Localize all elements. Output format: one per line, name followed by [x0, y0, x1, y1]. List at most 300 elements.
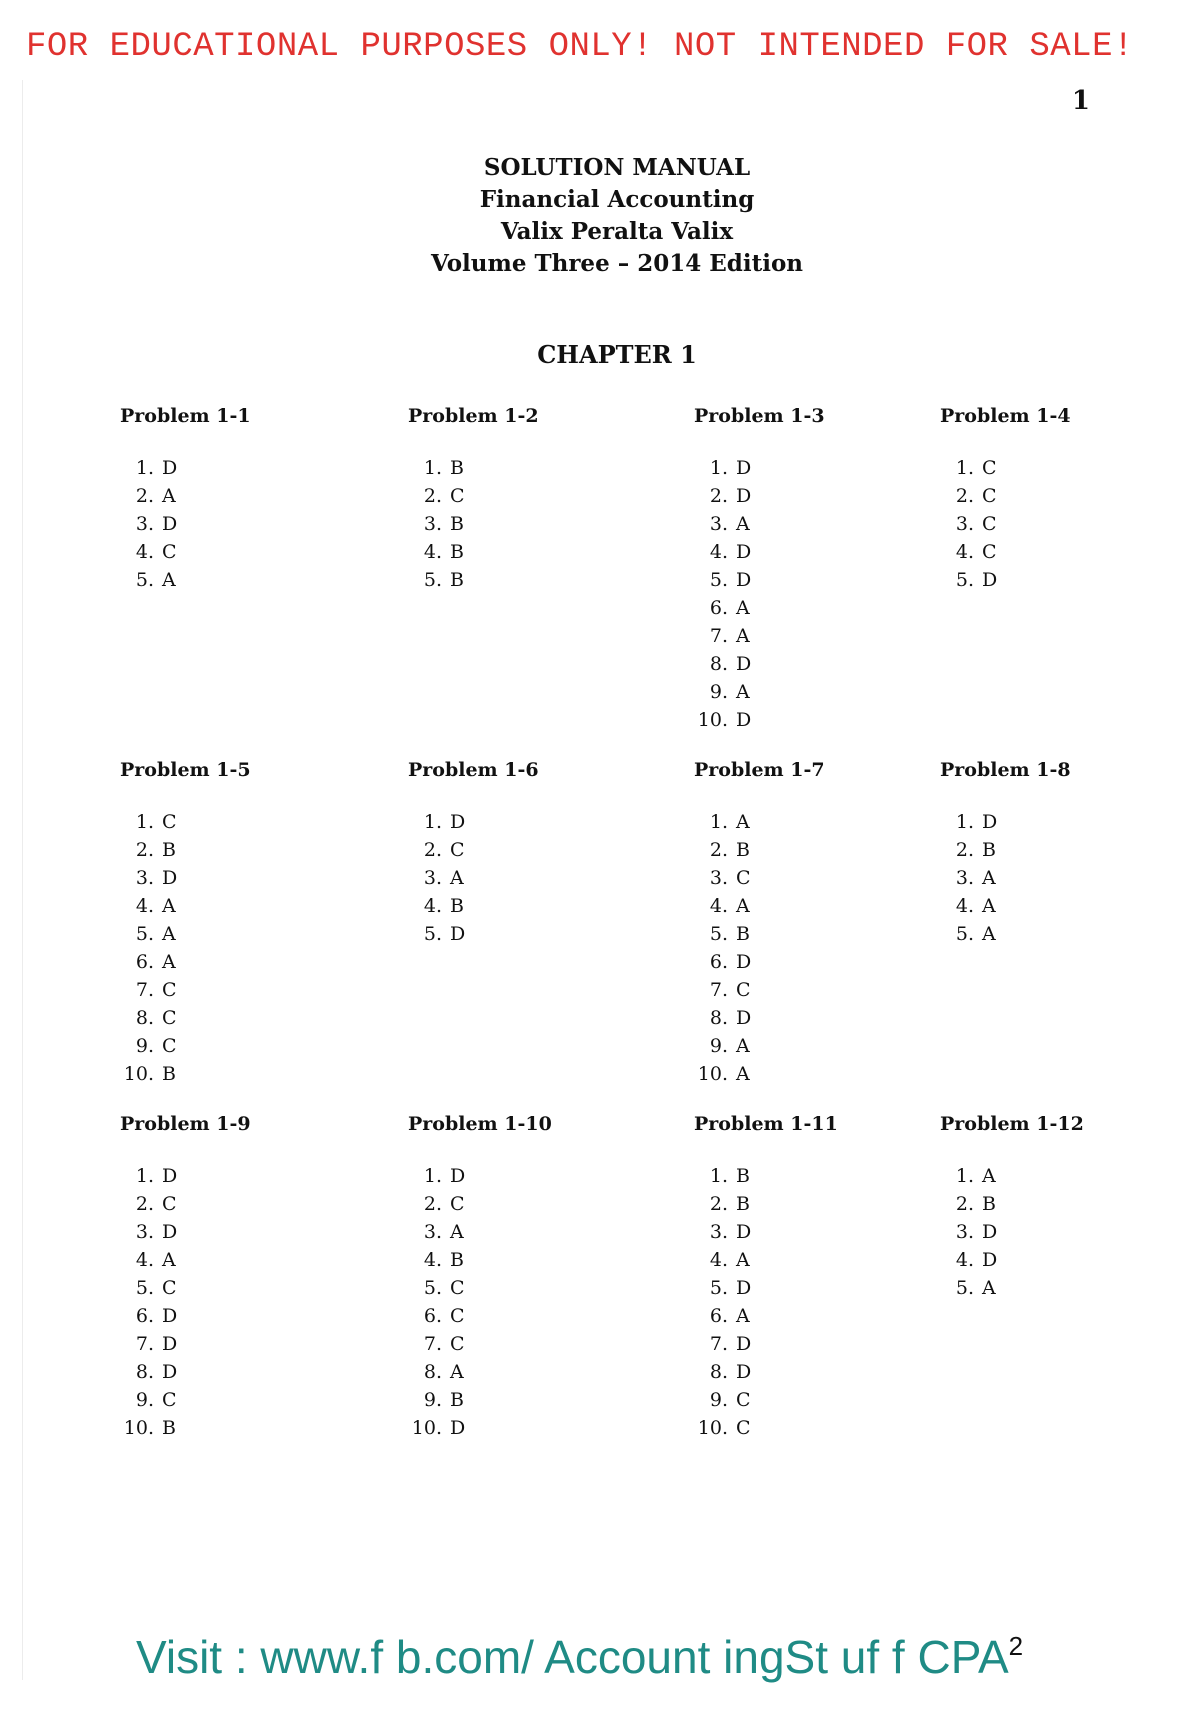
answer-number: 4.: [709, 1249, 728, 1271]
answer-choice: D: [450, 811, 466, 833]
answer-choice: A: [162, 485, 176, 507]
answer-choice: D: [450, 1417, 466, 1439]
answer-number: 1.: [135, 457, 154, 479]
answer-number: 4.: [423, 541, 442, 563]
answer-item: [408, 454, 539, 482]
answer-number: 7.: [709, 625, 728, 647]
answer-list: [408, 454, 539, 594]
answer-item: [120, 1330, 251, 1358]
answer-item: [694, 1414, 838, 1442]
answer-choice: C: [736, 1389, 751, 1411]
answer-number: 9.: [709, 1389, 728, 1411]
answer-choice: B: [450, 895, 464, 917]
answer-list: [940, 808, 1071, 948]
answer-item: [120, 864, 251, 892]
problem-block: [120, 1112, 251, 1442]
answer-item: [408, 836, 539, 864]
answer-choice: C: [982, 485, 997, 507]
problem-block: [120, 404, 251, 594]
answer-number: 7.: [423, 1333, 442, 1355]
answer-number: 4.: [423, 895, 442, 917]
answer-choice: A: [736, 895, 750, 917]
answer-list: [694, 454, 825, 734]
answer-item: [694, 510, 825, 538]
answer-number: 4.: [955, 895, 974, 917]
answer-item: [408, 1218, 552, 1246]
answer-item: [694, 1060, 825, 1088]
answer-number: 9.: [423, 1389, 442, 1411]
answer-number: 1.: [955, 1165, 974, 1187]
answer-choice: D: [982, 1249, 998, 1271]
answer-choice: C: [736, 1417, 751, 1439]
answer-choice: D: [736, 1361, 752, 1383]
answer-choice: A: [982, 867, 996, 889]
problem-title: Problem 1-2: [408, 405, 539, 427]
page-edge-line: [22, 80, 23, 1680]
answer-item: [120, 1414, 251, 1442]
answer-choice: D: [736, 1333, 752, 1355]
answer-choice: A: [736, 1249, 750, 1271]
answer-choice: D: [450, 923, 466, 945]
answer-number: 10.: [697, 709, 728, 731]
answer-number: 1.: [135, 1165, 154, 1187]
answer-choice: D: [736, 709, 752, 731]
answer-number: 1.: [709, 1165, 728, 1187]
answer-item: [120, 482, 251, 510]
answer-number: 4.: [709, 895, 728, 917]
answer-choice: A: [736, 1035, 750, 1057]
answer-choice: A: [736, 513, 750, 535]
answer-item: [408, 1386, 552, 1414]
answer-choice: B: [450, 1249, 464, 1271]
answer-item: [694, 622, 825, 650]
answer-number: 3.: [709, 1221, 728, 1243]
answer-item: [694, 920, 825, 948]
answer-choice: B: [982, 1193, 996, 1215]
answer-item: [408, 1358, 552, 1386]
answer-choice: A: [736, 597, 750, 619]
answer-choice: D: [162, 1361, 178, 1383]
answer-number: 2.: [955, 839, 974, 861]
problem-title: Problem 1-9: [120, 1113, 251, 1135]
answer-number: 5.: [955, 569, 974, 591]
problem-block: [408, 758, 539, 948]
answer-number: 9.: [135, 1389, 154, 1411]
answer-number: 9.: [135, 1035, 154, 1057]
answer-number: 3.: [135, 1221, 154, 1243]
answer-item: [694, 864, 825, 892]
problem-block: [694, 758, 825, 1088]
answer-item: [120, 1004, 251, 1032]
answer-number: 5.: [423, 1277, 442, 1299]
answer-choice: B: [162, 1063, 176, 1085]
answer-item: [120, 808, 251, 836]
answer-item: [694, 1190, 838, 1218]
answer-number: 10.: [697, 1417, 728, 1439]
answer-number: 7.: [135, 979, 154, 1001]
answer-choice: D: [162, 1333, 178, 1355]
answer-choice: A: [982, 1165, 996, 1187]
answer-number: 8.: [135, 1361, 154, 1383]
answer-item: [120, 1274, 251, 1302]
answer-choice: D: [162, 457, 178, 479]
answer-choice: B: [736, 1165, 750, 1187]
footer-visit-link: [136, 1630, 1096, 1684]
answer-item: [408, 538, 539, 566]
chapter-heading: CHAPTER 1: [537, 340, 697, 369]
answer-item: [120, 1302, 251, 1330]
answer-number: 2.: [423, 485, 442, 507]
answer-number: 5.: [709, 569, 728, 591]
answer-item: [408, 1302, 552, 1330]
answer-item: [120, 538, 251, 566]
answer-number: 5.: [135, 923, 154, 945]
answer-item: [694, 678, 825, 706]
answer-item: [940, 864, 1071, 892]
answer-number: 4.: [955, 1249, 974, 1271]
answer-choice: A: [736, 625, 750, 647]
problem-block: [694, 1112, 838, 1442]
answer-item: [120, 948, 251, 976]
answer-list: [120, 454, 251, 594]
answer-choice: D: [162, 1165, 178, 1187]
problem-block: [940, 758, 1071, 948]
answer-item: [408, 1162, 552, 1190]
answer-number: 5.: [423, 923, 442, 945]
answer-item: [940, 836, 1071, 864]
answer-number: 7.: [709, 1333, 728, 1355]
problem-title: Problem 1-1: [120, 405, 251, 427]
answer-choice: C: [450, 1193, 465, 1215]
answer-choice: C: [162, 1007, 177, 1029]
answer-item: [408, 864, 539, 892]
answer-number: 3.: [955, 867, 974, 889]
problem-title: Problem 1-10: [408, 1113, 552, 1135]
answer-list: [120, 808, 251, 1088]
answer-item: [694, 1330, 838, 1358]
problem-block: [694, 404, 825, 734]
answer-item: [940, 1274, 1084, 1302]
answer-item: [940, 482, 1071, 510]
answer-number: 3.: [423, 1221, 442, 1243]
answer-choice: D: [162, 513, 178, 535]
answer-item: [694, 836, 825, 864]
answer-choice: D: [736, 569, 752, 591]
answer-item: [120, 1162, 251, 1190]
answer-choice: B: [450, 457, 464, 479]
answer-choice: D: [736, 951, 752, 973]
answer-item: [408, 510, 539, 538]
title-block: [300, 152, 934, 280]
answer-choice: C: [450, 1305, 465, 1327]
problem-title: Problem 1-3: [694, 405, 825, 427]
answer-item: [940, 538, 1071, 566]
answer-choice: D: [736, 1221, 752, 1243]
answer-number: 3.: [955, 1221, 974, 1243]
answer-choice: C: [450, 1333, 465, 1355]
answer-choice: D: [162, 1221, 178, 1243]
answer-list: [408, 1162, 552, 1442]
answer-item: [408, 808, 539, 836]
title-edition: Volume Three – 2014 Edition: [430, 250, 804, 277]
answer-choice: D: [736, 541, 752, 563]
problem-block: [940, 404, 1071, 594]
answer-number: 3.: [423, 513, 442, 535]
answer-number: 2.: [955, 1193, 974, 1215]
answer-item: [940, 1190, 1084, 1218]
answer-number: 8.: [135, 1007, 154, 1029]
answer-number: 3.: [709, 867, 728, 889]
answer-list: [940, 454, 1071, 594]
answer-number: 3.: [709, 513, 728, 535]
answer-item: [694, 1004, 825, 1032]
answer-choice: A: [736, 1305, 750, 1327]
answer-number: 5.: [709, 1277, 728, 1299]
problem-block: [120, 758, 251, 1088]
answer-item: [408, 1414, 552, 1442]
answer-choice: D: [982, 569, 998, 591]
answer-number: 5.: [423, 569, 442, 591]
answer-choice: B: [736, 923, 750, 945]
answer-number: 9.: [709, 1035, 728, 1057]
answer-item: [694, 482, 825, 510]
answer-number: 1.: [423, 811, 442, 833]
answer-item: [408, 1246, 552, 1274]
answer-choice: A: [162, 951, 176, 973]
page-number: 1: [1071, 86, 1090, 116]
answer-item: [940, 1218, 1084, 1246]
answer-choice: D: [162, 867, 178, 889]
answer-choice: C: [162, 1389, 177, 1411]
answer-choice: D: [982, 811, 998, 833]
answer-item: [408, 1274, 552, 1302]
answer-choice: C: [162, 541, 177, 563]
answer-item: [694, 566, 825, 594]
answer-choice: D: [736, 1007, 752, 1029]
answer-item: [120, 1386, 251, 1414]
answer-item: [694, 808, 825, 836]
answer-item: [694, 650, 825, 678]
answer-item: [408, 1330, 552, 1358]
answer-number: 2.: [423, 1193, 442, 1215]
answer-choice: D: [736, 653, 752, 675]
answer-choice: B: [450, 569, 464, 591]
answer-item: [694, 1246, 838, 1274]
answer-number: 8.: [709, 653, 728, 675]
answer-number: 8.: [423, 1361, 442, 1383]
answer-choice: B: [450, 541, 464, 563]
answer-number: 2.: [709, 1193, 728, 1215]
answer-number: 4.: [135, 541, 154, 563]
answer-item: [940, 454, 1071, 482]
answer-choice: B: [162, 1417, 176, 1439]
answer-number: 2.: [135, 485, 154, 507]
answer-item: [694, 454, 825, 482]
answer-choice: D: [162, 1305, 178, 1327]
answer-item: [694, 1162, 838, 1190]
answer-choice: A: [982, 1277, 996, 1299]
answer-item: [120, 454, 251, 482]
answer-choice: B: [450, 513, 464, 535]
answer-number: 4.: [135, 895, 154, 917]
answer-number: 8.: [709, 1007, 728, 1029]
answer-number: 1.: [423, 1165, 442, 1187]
answer-choice: A: [736, 811, 750, 833]
answer-item: [408, 566, 539, 594]
answer-number: 4.: [135, 1249, 154, 1271]
answer-choice: B: [450, 1389, 464, 1411]
answer-item: [940, 808, 1071, 836]
answer-choice: C: [450, 839, 465, 861]
answer-item: [940, 920, 1071, 948]
answer-number: 4.: [955, 541, 974, 563]
answer-item: [694, 1386, 838, 1414]
answer-number: 2.: [423, 839, 442, 861]
answer-choice: D: [450, 1165, 466, 1187]
answer-choice: C: [162, 1277, 177, 1299]
answer-item: [694, 976, 825, 1004]
answer-choice: C: [982, 541, 997, 563]
answer-number: 7.: [135, 1333, 154, 1355]
answer-choice: C: [736, 867, 751, 889]
problem-block: [940, 1112, 1084, 1302]
answer-number: 1.: [709, 457, 728, 479]
answer-item: [120, 920, 251, 948]
answer-item: [120, 836, 251, 864]
answer-choice: C: [450, 485, 465, 507]
answer-choice: A: [736, 681, 750, 703]
answer-item: [694, 948, 825, 976]
answer-number: 5.: [135, 569, 154, 591]
answer-number: 3.: [423, 867, 442, 889]
title-subject: Financial Accounting: [479, 186, 755, 213]
answer-number: 6.: [709, 597, 728, 619]
answer-choice: D: [982, 1221, 998, 1243]
answer-item: [694, 1274, 838, 1302]
answer-number: 10.: [411, 1417, 442, 1439]
answer-choice: A: [162, 895, 176, 917]
problem-block: [408, 1112, 552, 1442]
answer-item: [120, 1246, 251, 1274]
answer-number: 2.: [135, 1193, 154, 1215]
answer-choice: C: [450, 1277, 465, 1299]
footer-text: Visit : www.f b.com/ Account ingSt uf f CPA: [136, 1631, 1009, 1683]
answer-item: [120, 976, 251, 1004]
answer-item: [694, 1218, 838, 1246]
answer-item: [120, 566, 251, 594]
problem-title: Problem 1-11: [694, 1113, 838, 1135]
answer-choice: B: [736, 839, 750, 861]
answer-choice: D: [736, 1277, 752, 1299]
disclaimer-banner: FOR EDUCATIONAL PURPOSES ONLY! NOT INTENDED FOR SALE!: [26, 28, 1134, 66]
answer-choice: A: [450, 1221, 464, 1243]
problem-title: Problem 1-12: [940, 1113, 1084, 1135]
problem-title: Problem 1-6: [408, 759, 539, 781]
answer-number: 6.: [709, 951, 728, 973]
answer-number: 10.: [123, 1063, 154, 1085]
answer-item: [120, 1032, 251, 1060]
title-authors: Valix Peralta Valix: [500, 218, 734, 245]
answer-item: [694, 594, 825, 622]
answer-choice: A: [162, 1249, 176, 1271]
problem-title: Problem 1-5: [120, 759, 251, 781]
answer-list: [940, 1162, 1084, 1302]
answer-choice: A: [162, 923, 176, 945]
answer-choice: A: [450, 867, 464, 889]
answer-number: 2.: [709, 485, 728, 507]
answer-number: 6.: [135, 1305, 154, 1327]
answer-item: [120, 892, 251, 920]
answer-item: [694, 1032, 825, 1060]
answer-item: [940, 892, 1071, 920]
answer-number: 6.: [423, 1305, 442, 1327]
problem-title: Problem 1-4: [940, 405, 1071, 427]
answer-number: 3.: [135, 867, 154, 889]
answer-item: [120, 510, 251, 538]
answer-item: [408, 892, 539, 920]
answer-choice: A: [450, 1361, 464, 1383]
problem-title: Problem 1-8: [940, 759, 1071, 781]
answer-number: 5.: [955, 923, 974, 945]
answer-choice: C: [162, 811, 177, 833]
answer-list: [694, 1162, 838, 1442]
answer-list: [120, 1162, 251, 1442]
answer-item: [694, 1302, 838, 1330]
problem-block: [408, 404, 539, 594]
answer-number: 4.: [709, 541, 728, 563]
answer-choice: B: [982, 839, 996, 861]
answer-choice: C: [982, 513, 997, 535]
answer-choice: D: [736, 485, 752, 507]
answer-number: 1.: [423, 457, 442, 479]
problem-title: Problem 1-7: [694, 759, 825, 781]
answer-item: [120, 1060, 251, 1088]
answer-item: [408, 1190, 552, 1218]
answer-number: 5.: [709, 923, 728, 945]
answer-number: 1.: [955, 457, 974, 479]
answer-list: [408, 808, 539, 948]
answer-choice: B: [736, 1193, 750, 1215]
answer-item: [408, 920, 539, 948]
answer-number: 1.: [135, 811, 154, 833]
answer-number: 2.: [709, 839, 728, 861]
answer-item: [694, 706, 825, 734]
title-solution-manual: SOLUTION MANUAL: [483, 154, 751, 181]
answer-number: 9.: [709, 681, 728, 703]
answer-choice: C: [982, 457, 997, 479]
answer-number: 8.: [709, 1361, 728, 1383]
answer-number: 10.: [697, 1063, 728, 1085]
footer-superscript: 2: [1008, 1631, 1024, 1661]
answer-list: [694, 808, 825, 1088]
answer-item: [940, 1246, 1084, 1274]
answer-number: 10.: [123, 1417, 154, 1439]
answer-item: [120, 1358, 251, 1386]
answer-choice: C: [162, 1193, 177, 1215]
answer-number: 7.: [709, 979, 728, 1001]
answer-choice: A: [982, 895, 996, 917]
answer-number: 5.: [135, 1277, 154, 1299]
answer-choice: A: [162, 569, 176, 591]
answer-choice: C: [162, 1035, 177, 1057]
answer-item: [940, 510, 1071, 538]
answer-number: 1.: [955, 811, 974, 833]
answer-number: 3.: [135, 513, 154, 535]
answer-choice: D: [736, 457, 752, 479]
answer-choice: C: [736, 979, 751, 1001]
answer-number: 2.: [955, 485, 974, 507]
answer-number: 4.: [423, 1249, 442, 1271]
